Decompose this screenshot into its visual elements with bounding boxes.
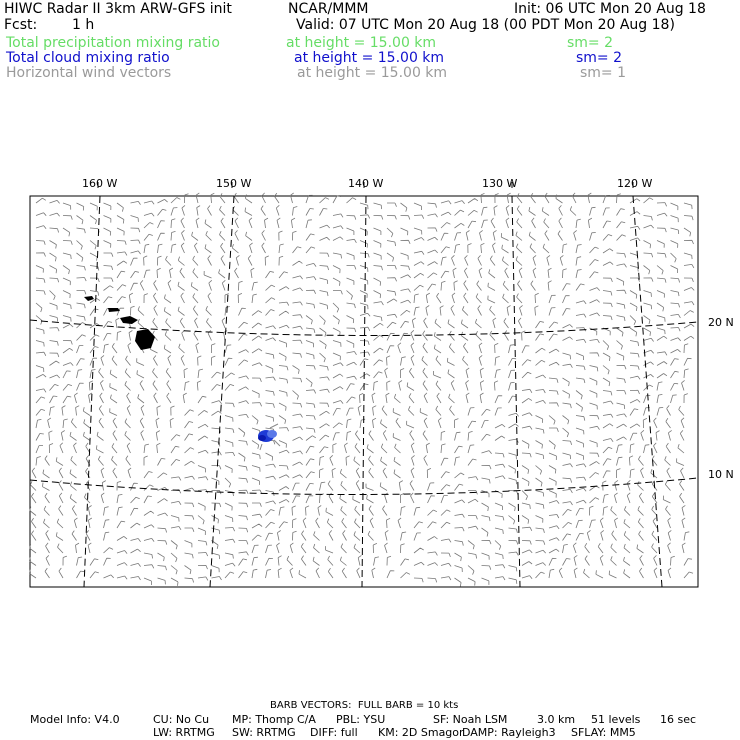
lon-label-140w: 140 W — [348, 177, 384, 190]
valid-time: Valid: 07 UTC Mon 20 Aug 18 (00 PDT Mon 20 Aug 18) — [296, 17, 675, 33]
meridian-160w — [84, 196, 100, 587]
init-time: Init: 06 UTC Mon 20 Aug 18 — [514, 1, 706, 17]
vertical-levels: 51 levels — [591, 713, 641, 726]
lon-label-160w: 160 W — [82, 177, 118, 190]
km-scheme: KM: 2D Smagor — [378, 726, 464, 739]
sflay-scheme: SFLAY: MM5 — [571, 726, 636, 739]
pbl-scheme: PBL: YSU — [336, 713, 386, 726]
field-wind-height: at height = 15.00 km — [297, 65, 448, 81]
parallel-10n — [30, 478, 698, 495]
lon-label-130w: 130 W — [482, 177, 518, 190]
forecast-label: Fcst: — [4, 17, 38, 33]
graticule — [30, 196, 698, 587]
institution-label: NCAR/MMM — [288, 1, 369, 17]
field-cloud-name: Total cloud mixing ratio — [6, 50, 170, 66]
mp-scheme: MP: Thomp C/A — [232, 713, 316, 726]
lon-label-120w: 120 W — [617, 177, 653, 190]
meridian-150w — [210, 196, 234, 587]
cu-scheme: CU: No Cu — [153, 713, 210, 726]
lon-label-150w: 150 W — [216, 177, 252, 190]
wind-barbs — [29, 193, 694, 587]
cloud-blob — [258, 424, 280, 450]
meridian-140w — [362, 196, 366, 587]
lw-scheme: LW: RRTMG — [153, 726, 215, 739]
grid-resolution: 3.0 km — [537, 713, 576, 726]
barb-legend: BARB VECTORS: FULL BARB = 10 kts — [270, 700, 459, 711]
field-precip-smooth: sm= 2 — [567, 35, 614, 51]
field-cloud-height: at height = 15.00 km — [294, 50, 445, 66]
island-oahu — [108, 308, 120, 312]
sw-scheme: SW: RRTMG — [232, 726, 296, 739]
forecast-hour: 1 h — [72, 17, 95, 33]
meridian-120w — [633, 196, 662, 587]
island-maui — [120, 316, 138, 324]
diff-scheme: DIFF: full — [310, 726, 358, 739]
map-title: HIWC Radar II 3km ARW-GFS init — [4, 1, 232, 17]
wind-barb-field — [29, 193, 694, 587]
field-precip-name: Total precipitation mixing ratio — [6, 35, 220, 51]
time-step: 16 sec — [660, 713, 697, 726]
map-frame — [30, 196, 698, 587]
field-cloud-smooth: sm= 2 — [576, 50, 623, 66]
damp-scheme: DAMP: Rayleigh3 — [462, 726, 556, 739]
field-precip-height: at height = 15.00 km — [286, 35, 437, 51]
sf-scheme: SF: Noah LSM — [433, 713, 508, 726]
model-version: Model Info: V4.0 — [30, 713, 120, 726]
island-kauai — [84, 296, 94, 301]
field-wind-smooth: sm= 1 — [580, 65, 627, 81]
lat-label-10n: 10 N — [708, 468, 734, 481]
field-wind-name: Horizontal wind vectors — [6, 65, 172, 81]
island-hawaii — [135, 329, 155, 350]
lat-label-20n: 20 N — [708, 316, 734, 329]
